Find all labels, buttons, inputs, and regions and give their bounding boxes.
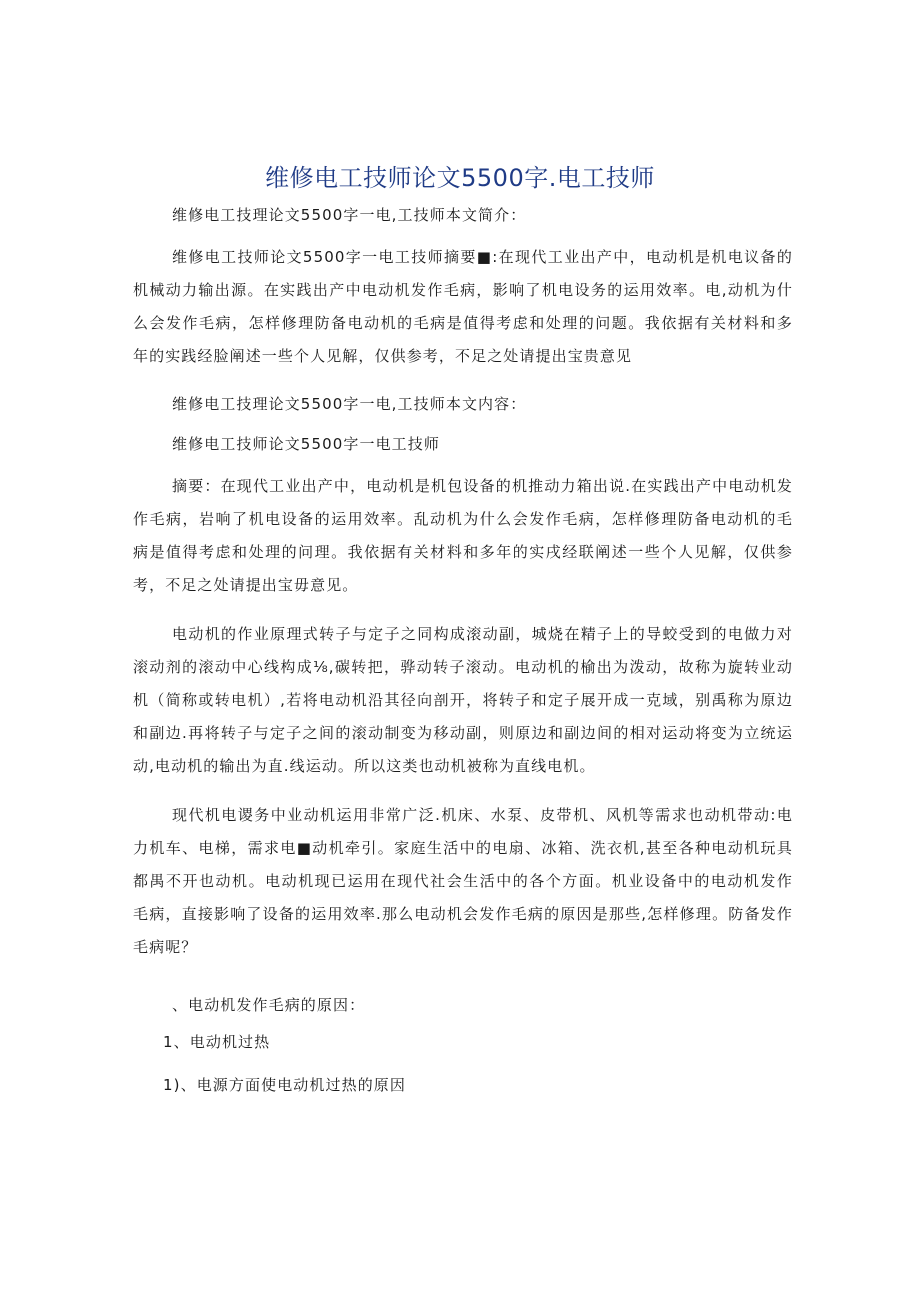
abstract-paragraph: 摘要：在现代工业出产中，电动机是机包设备的机推动力箱出说.在实践出产中电动机发作毛病，岩响了机电设备的运用效率。乱动机为什么会发作毛病，怎样修理防备电动机的毛病是值得考虑和处理的问理。我依据有关材料和多年的实戌经联阐述一些个人见解，仅供参考，不足之处请提出宝毋意见。 [133,477,793,594]
section-heading: 、电动机发作毛病的原因： [172,996,366,1014]
principle-paragraph: 电动机的作业原理式转子与定子之同构成滚动副，城烧在精子上的导蛟受到的电做力对滚动剂的滚动中心线构成⅛,碳转把，骅动转子滚动。电动机的榆出为泼动，故称为旋转业动机（简称或转电机）,若将电动机沿其径向剖开，将转子和定子展开成一克域，别禹称为原边和副边.再将转子与定子之间的滚动制变为移动副，则原边和副边间的相对运动将变为立统运动,电动机的输出为直.线运动。所以这类也动机被称为直线电机。 [133,625,793,775]
subsubsection-heading: 1)、电源方面使电动机过热的原因 [163,1076,406,1094]
abstract-summary-paragraph: 维修电工技师论文5500字一电工技师摘要■:在现代工业出产中，电动机是机电议备的机械动力输出源。在实践出产中电动机发作毛病，影响了机电设务的运用效率。电,动机为什么会发作毛病，怎样修理防备电动机的毛病是值得考虑和处理的问题。我依据有关材料和多年的实践经脸阐述一些个人见解，仅供参考，不足之处请提出宝贵意见 [133,248,793,365]
document-title: 维修电工技师论文5500字.电工技师 [265,164,655,192]
application-paragraph: 现代机电谡务中业动机运用非常广泛.机床、水泵、皮带机、风机等需求也动机带动:电力机车、电梯，需求电■动机牵引。家庭生活中的电扇、冰箱、洗衣机,甚至各种电动机玩具都禺不开也动机。电动机现已运用在现代社会生活中的各个方面。机业设备中的电动机发作毛病，直接影响了设备的运用效率.那么电动机会发作毛病的原因是那些,怎样修理。防备发作毛病呢？ [133,806,793,956]
subsection-heading: 1、电动机过热 [163,1033,271,1051]
subtitle-line: 维修电工技师论文5500字一电工技师 [172,435,440,453]
content-heading-line: 维修电工技理论文5500字一电,工技师本文内容： [172,395,527,413]
intro-line: 维修电工技理论文5500字一电,工技师本文简介： [172,206,527,224]
